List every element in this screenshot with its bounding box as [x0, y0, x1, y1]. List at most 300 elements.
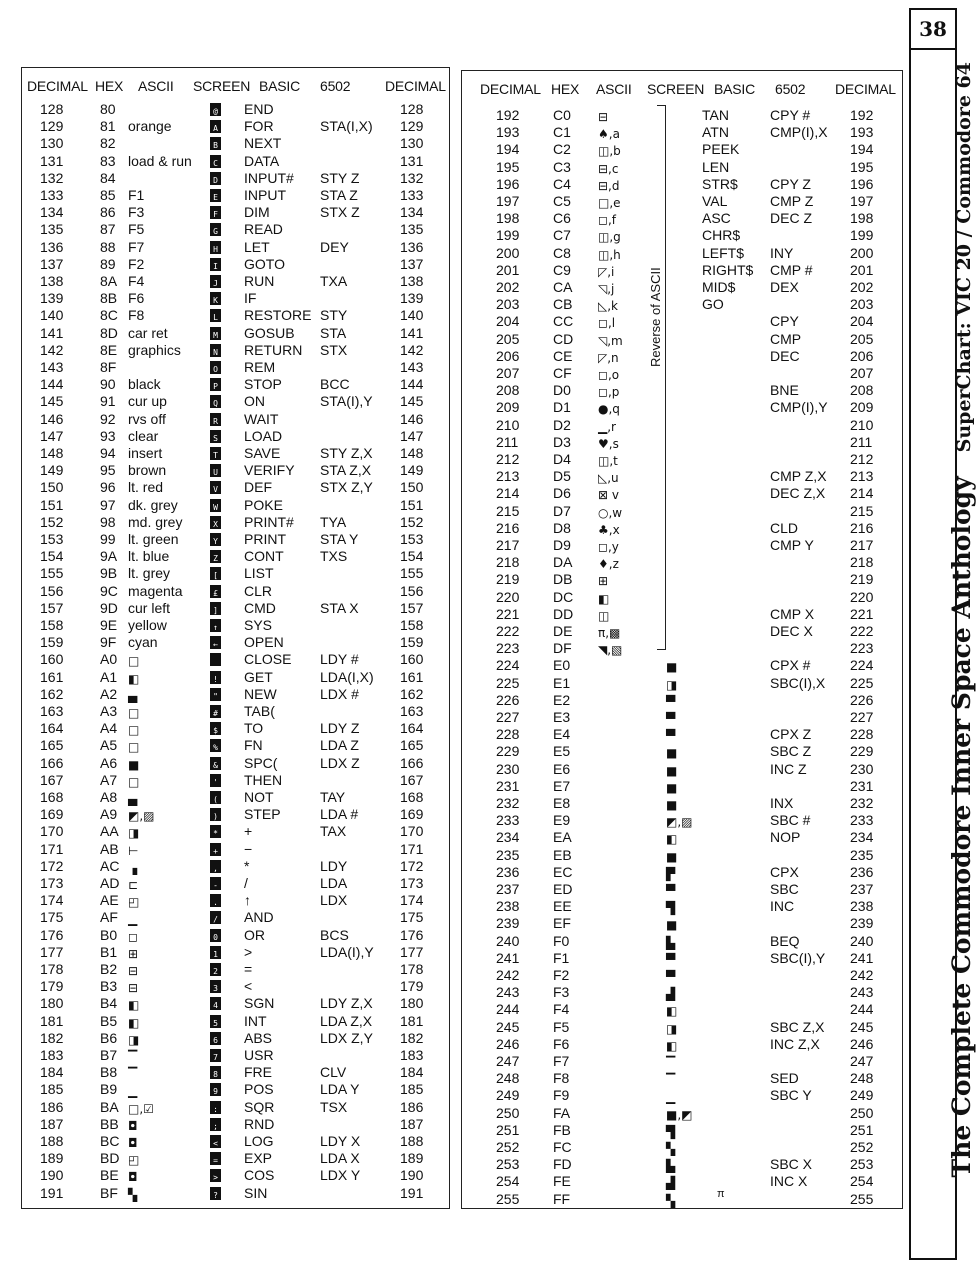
table-row: [462, 124, 902, 141]
cell-hex: FD: [553, 1156, 572, 1173]
cell-ascii: ♠,a: [598, 127, 620, 142]
cell-decimal: 243: [496, 984, 520, 1001]
cell-decimal: 180: [40, 995, 64, 1012]
cell-ascii: ♦,z: [598, 557, 619, 572]
cell-decimal: 140: [40, 307, 64, 324]
cell-hex: 80: [100, 101, 116, 117]
cell-screen: T: [210, 447, 221, 460]
cell-ascii: ◸,i: [598, 264, 615, 279]
table-row: [462, 503, 902, 520]
cell-ascii: load & run: [128, 152, 192, 169]
cell-ascii: ◺,k: [598, 299, 618, 314]
cell-hex: 84: [100, 169, 116, 186]
cell-ascii: ◧: [128, 1015, 140, 1030]
table-row: [22, 720, 449, 737]
cell-screen: I: [210, 258, 221, 271]
cell-basic: STEP: [244, 806, 281, 823]
cell-op6502: STA X: [320, 599, 359, 616]
cell-decimal: 222: [496, 623, 520, 639]
cell-screen: ▔: [666, 1073, 676, 1088]
cell-basic: ON: [244, 393, 265, 410]
cell-op6502: DEX: [770, 279, 799, 295]
cell-hex: EC: [553, 863, 573, 880]
cell-ascii: lt. blue: [128, 548, 170, 565]
cell-hex: B9: [100, 1081, 118, 1098]
cell-op6502: CMP(I),X: [770, 124, 828, 141]
table-row: [22, 1013, 449, 1030]
cell-basic: ABS: [244, 1029, 273, 1046]
cell-screen: ◧: [666, 832, 678, 847]
cell-screen: ◨: [666, 1021, 678, 1036]
cell-decimal: 135: [40, 221, 64, 238]
cell-screen: ?: [210, 1187, 221, 1200]
cell-decimal2: 142: [400, 341, 424, 358]
cell-screen: Q: [210, 395, 221, 408]
cell-screen: :: [210, 1101, 221, 1114]
cell-op6502: LDX: [320, 892, 348, 909]
cell-hex: DF: [553, 640, 572, 657]
cell-decimal2: 222: [850, 623, 874, 639]
cell-decimal: 197: [496, 193, 520, 209]
cell-decimal: 177: [40, 943, 64, 960]
cell-op6502: LDX Z,Y: [320, 1029, 373, 1046]
cell-decimal2: 253: [850, 1156, 874, 1173]
table-row: [462, 1156, 902, 1173]
cell-hex: A8: [100, 789, 118, 805]
cell-decimal2: 185: [400, 1081, 424, 1098]
cell-basic: LEFT$: [702, 244, 745, 261]
cell-decimal2: 140: [400, 307, 424, 324]
table-row: [462, 571, 902, 588]
cell-screen: ▁: [666, 1090, 676, 1105]
table-row: [22, 634, 449, 651]
cell-decimal2: 135: [400, 221, 424, 238]
table-row: [462, 1191, 902, 1208]
cell-hex: E4: [553, 726, 571, 743]
cell-decimal2: 216: [850, 519, 874, 536]
cell-hex: 88: [100, 238, 116, 255]
reverse-of-ascii-label: Reverse of ASCII: [648, 263, 663, 371]
cell-screen: ▛: [666, 866, 676, 881]
cell-decimal: 219: [496, 571, 520, 588]
cell-ascii: ▔: [128, 1050, 138, 1064]
table-row: [22, 1064, 449, 1081]
cell-op6502: LDX Y: [320, 1167, 361, 1184]
table-row: [22, 858, 449, 875]
cell-decimal2: 163: [400, 703, 424, 719]
table-row: [22, 273, 449, 290]
cell-decimal: 148: [40, 445, 64, 461]
table-row: [22, 462, 449, 479]
cell-basic: POKE: [244, 496, 283, 513]
table-row: [22, 823, 449, 840]
cell-ascii: insert: [128, 445, 163, 461]
cell-basic: GOSUB: [244, 324, 295, 341]
table-row: [462, 675, 902, 692]
cell-ascii: ◻,y: [598, 540, 619, 554]
cell-hex: B4: [100, 995, 118, 1012]
cell-basic: VERIFY: [244, 462, 295, 479]
cell-screen: Y: [210, 533, 221, 546]
cell-basic: CMD: [244, 599, 276, 616]
cell-decimal2: 219: [850, 571, 874, 588]
cell-hex: AA: [100, 823, 119, 840]
cell-decimal2: 171: [400, 840, 424, 857]
cell-op6502: STX Z: [320, 204, 360, 221]
table-row: [22, 651, 449, 668]
cell-screen: (: [210, 791, 221, 804]
cell-decimal2: 187: [400, 1115, 424, 1132]
cell-op6502: LDA(I,X): [320, 668, 374, 685]
table-row: [22, 1047, 449, 1064]
cell-hex: B1: [100, 943, 118, 960]
cell-decimal2: 241: [850, 949, 874, 966]
cell-ascii: F1: [128, 187, 145, 203]
cell-decimal2: 205: [850, 330, 874, 347]
cell-decimal: 149: [40, 462, 64, 479]
cell-op6502: STY: [320, 307, 348, 324]
cell-ascii: black: [128, 376, 161, 393]
cell-decimal: 190: [40, 1167, 64, 1184]
cell-basic: NOT: [244, 789, 274, 805]
cell-decimal: 184: [40, 1064, 64, 1081]
cell-basic: LIST: [244, 565, 274, 582]
table-row: [462, 1139, 902, 1156]
cell-hex: 8A: [100, 273, 118, 289]
table-row: [22, 445, 449, 462]
cell-decimal2: 129: [400, 118, 424, 135]
cell-basic: =: [244, 961, 253, 977]
cell-decimal2: 145: [400, 393, 424, 410]
table-row: [462, 778, 902, 795]
cell-screen: G: [210, 223, 221, 236]
table-row: [22, 187, 449, 204]
cell-decimal2: 141: [400, 324, 424, 341]
cell-screen: &: [210, 757, 221, 770]
cell-basic: NEW: [244, 685, 277, 702]
col-decimal-header: DECIMAL: [27, 78, 88, 94]
cell-hex: 8D: [100, 324, 118, 341]
cell-decimal: 157: [40, 599, 64, 616]
cell-decimal: 191: [40, 1184, 64, 1201]
cell-hex: D9: [553, 537, 571, 553]
cell-decimal2: 169: [400, 806, 424, 823]
cell-ascii: ■: [128, 757, 140, 772]
cell-screen: ■: [666, 798, 678, 812]
cell-screen: <: [210, 1135, 221, 1148]
cell-hex: AE: [100, 892, 119, 909]
cell-hex: 85: [100, 187, 116, 203]
cell-hex: CE: [553, 347, 573, 364]
cell-op6502: SED: [770, 1070, 799, 1087]
cell-ascii: ◻,o: [598, 368, 620, 382]
cell-basic: RND: [244, 1115, 275, 1132]
cell-decimal2: 248: [850, 1070, 874, 1087]
cell-decimal2: 210: [850, 416, 874, 433]
cell-hex: D6: [553, 485, 571, 502]
cell-basic: *: [244, 857, 250, 874]
col-screen-header: SCREEN: [193, 78, 251, 94]
cell-hex: DC: [553, 588, 574, 605]
table-row: [462, 331, 902, 348]
table-row: [22, 307, 449, 324]
table-row: [462, 141, 902, 158]
cell-ascii: ◨: [128, 1032, 140, 1047]
cell-decimal: 185: [40, 1081, 64, 1098]
cell-basic: GET: [244, 668, 273, 685]
cell-decimal2: 201: [850, 261, 874, 278]
cell-decimal: 142: [40, 341, 64, 358]
cell-basic: ↑: [244, 892, 251, 909]
cell-op6502: CMP: [770, 330, 802, 347]
cell-op6502: CPY Z: [770, 175, 811, 192]
cell-decimal2: 206: [850, 347, 874, 364]
cell-screen: ←: [210, 636, 221, 649]
cell-decimal2: 162: [400, 685, 424, 702]
cell-decimal2: 199: [850, 227, 874, 244]
cell-decimal2: 176: [400, 926, 424, 943]
cell-op6502: LDA: [320, 875, 348, 891]
table-row: [22, 256, 449, 273]
cell-hex: CA: [553, 279, 573, 295]
table-row: [462, 382, 902, 399]
cell-ascii: ⊟: [598, 110, 609, 124]
cell-decimal: 163: [40, 703, 64, 719]
table-row: [22, 927, 449, 944]
cell-hex: 81: [100, 118, 116, 135]
cell-ascii: ▚: [128, 1187, 138, 1202]
cell-ascii: ◹,j: [598, 282, 615, 296]
cell-ascii: ◫,t: [598, 454, 618, 468]
cell-screen: ▟: [666, 1176, 676, 1191]
cell-hex: 9D: [100, 599, 118, 616]
table-row: [22, 1081, 449, 1098]
cell-hex: E0: [553, 657, 571, 674]
table-row: [22, 204, 449, 221]
cell-decimal: 238: [496, 898, 520, 915]
table-row: [22, 342, 449, 359]
cell-screen: =: [210, 1152, 221, 1165]
table-row: [462, 864, 902, 881]
cell-ascii: ◘: [128, 1136, 138, 1150]
cell-op6502: STA Y: [320, 531, 359, 547]
table-row: [462, 1019, 902, 1036]
cell-decimal2: 175: [400, 909, 424, 926]
cell-decimal: 218: [496, 554, 520, 571]
cell-decimal: 158: [40, 617, 64, 633]
table-row: [462, 296, 902, 313]
cell-hex: 9B: [100, 565, 118, 582]
table-row: [462, 692, 902, 709]
cell-hex: D7: [553, 502, 571, 519]
cell-hex: BE: [100, 1167, 119, 1184]
cell-decimal: 220: [496, 588, 520, 605]
cell-screen: ↑: [210, 619, 221, 632]
table-row: [22, 135, 449, 152]
cell-decimal2: 155: [400, 565, 424, 582]
cell-screen: [: [210, 567, 221, 580]
cell-hex: DE: [553, 623, 573, 639]
cell-screen: 7: [210, 1049, 221, 1062]
cell-decimal: 225: [496, 674, 520, 691]
cell-basic: WAIT: [244, 410, 279, 427]
cell-hex: C2: [553, 141, 571, 158]
cell-decimal: 168: [40, 789, 64, 805]
cell-decimal2: 191: [400, 1184, 424, 1201]
cell-hex: A0: [100, 651, 118, 668]
cell-hex: E8: [553, 795, 571, 811]
cell-screen: ▜: [666, 901, 676, 916]
cell-ascii: ◰: [128, 895, 140, 910]
cell-basic: CHR$: [702, 227, 741, 244]
cell-op6502: BCS: [320, 926, 349, 943]
cell-ascii: ◹,m: [598, 333, 623, 348]
cell-ascii: F2: [128, 255, 145, 272]
col-decimal2-header: DECIMAL: [385, 78, 446, 94]
table-row: [22, 909, 449, 926]
cell-decimal2: 224: [850, 657, 874, 674]
table-row: [462, 1105, 902, 1122]
table-row: [22, 892, 449, 909]
table-row: [462, 210, 902, 227]
cell-basic: ATN: [702, 124, 729, 141]
cell-hex: B2: [100, 961, 118, 977]
cell-hex: B0: [100, 926, 118, 943]
cell-decimal: 178: [40, 961, 64, 977]
cell-decimal: 132: [40, 169, 64, 186]
cell-screen: *: [210, 825, 221, 838]
cell-screen: ▟: [666, 987, 676, 1002]
cell-screen: >: [210, 1169, 221, 1182]
cell-decimal2: 156: [400, 582, 424, 599]
cell-decimal: 226: [496, 691, 520, 708]
cell-decimal2: 220: [850, 588, 874, 605]
cell-screen: 5: [210, 1015, 221, 1028]
cell-op6502: CPX Z: [770, 726, 812, 743]
cell-hex: B5: [100, 1012, 118, 1029]
table-row: [22, 479, 449, 496]
cell-hex: A6: [100, 754, 118, 771]
cell-op6502: SBC Z,X: [770, 1018, 825, 1035]
cell-hex: 9A: [100, 548, 118, 565]
cell-screen: Z: [210, 550, 221, 563]
cell-hex: 92: [100, 410, 116, 427]
cell-ascii: ⊞: [128, 946, 139, 961]
cell-op6502: INC: [770, 898, 795, 915]
cell-decimal: 242: [496, 967, 520, 983]
cell-decimal2: 246: [850, 1035, 874, 1052]
cell-screen: %: [210, 739, 221, 752]
cell-decimal: 188: [40, 1133, 64, 1149]
cell-screen: N: [210, 344, 221, 357]
cell-screen: R: [210, 413, 221, 426]
cell-op6502: INC X: [770, 1173, 808, 1190]
cell-op6502: LDX Z: [320, 754, 360, 771]
cell-decimal2: 228: [850, 726, 874, 743]
cell-op6502: DEC: [770, 347, 800, 364]
cell-decimal2: 152: [400, 513, 424, 530]
cell-decimal: 137: [40, 255, 64, 272]
cell-hex: EA: [553, 829, 572, 846]
cell-decimal2: 138: [400, 273, 424, 289]
cell-op6502: STA Z: [320, 187, 358, 203]
cell-op6502: SBC #: [770, 812, 811, 829]
cell-hex: D3: [553, 433, 571, 450]
cell-hex: F4: [553, 1001, 570, 1018]
cell-decimal2: 190: [400, 1167, 424, 1184]
cell-screen: 6: [210, 1032, 221, 1045]
cell-decimal2: 212: [850, 451, 874, 467]
cell-basic: AND: [244, 909, 274, 926]
cell-decimal2: 214: [850, 485, 874, 502]
cell-basic: <: [244, 978, 253, 995]
table-row: [22, 617, 449, 634]
cell-ascii: ◻,l: [598, 316, 616, 331]
cell-decimal2: 227: [850, 709, 874, 725]
cell-hex: CC: [553, 313, 574, 330]
cell-screen: -: [210, 877, 221, 890]
cell-decimal2: 184: [400, 1064, 424, 1081]
col-decimal2-header: DECIMAL: [835, 81, 896, 97]
cell-op6502: CMP(I),Y: [770, 399, 828, 416]
cell-op6502: LDX #: [320, 685, 359, 702]
table-row: [22, 393, 449, 410]
cell-hex: EB: [553, 846, 572, 863]
table-row: [22, 875, 449, 892]
cell-ascii: md. grey: [128, 513, 183, 530]
cell-decimal: 206: [496, 347, 520, 364]
cell-decimal2: 252: [850, 1139, 874, 1155]
cell-decimal2: 236: [850, 863, 874, 880]
table-row: [22, 1167, 449, 1184]
cell-op6502: SBC(I),X: [770, 674, 826, 691]
cell-decimal: 189: [40, 1150, 64, 1167]
cell-decimal2: 237: [850, 881, 874, 897]
table-row: [462, 881, 902, 898]
cell-hex: 94: [100, 445, 116, 461]
cell-op6502: CMP X: [770, 605, 815, 622]
cell-basic: PRINT: [244, 531, 286, 547]
cell-decimal: 236: [496, 863, 520, 880]
cell-decimal2: 249: [850, 1087, 874, 1104]
cell-ascii: □: [128, 706, 140, 720]
cell-basic: IF: [244, 290, 257, 307]
col-screen-header: SCREEN: [647, 81, 705, 97]
cell-op6502: SBC(I),Y: [770, 949, 826, 966]
cell-basic: COS: [244, 1167, 275, 1184]
cell-screen: ▚: [666, 1193, 676, 1208]
cell-ascii: cyan: [128, 634, 158, 651]
cell-basic: END: [244, 101, 274, 117]
cell-basic: REM: [244, 359, 276, 375]
cell-decimal2: 146: [400, 410, 424, 427]
cell-basic: SPC(: [244, 754, 278, 771]
table-row: [462, 761, 902, 778]
cell-screen: M: [210, 327, 221, 340]
cell-ascii: ◫,b: [598, 144, 621, 159]
cell-basic: RIGHT$: [702, 261, 754, 278]
cell-decimal: 203: [496, 296, 520, 313]
cell-basic: INPUT: [244, 187, 286, 203]
cell-op6502: INX: [770, 795, 794, 811]
cell-decimal2: 235: [850, 846, 874, 863]
cell-screen: +: [210, 843, 221, 856]
cell-basic: TAN: [702, 107, 729, 123]
cell-screen: ◧: [666, 1038, 678, 1053]
cell-op6502: LDA Z: [320, 737, 359, 754]
cell-basic: POS: [244, 1081, 274, 1098]
table-row: [462, 812, 902, 829]
